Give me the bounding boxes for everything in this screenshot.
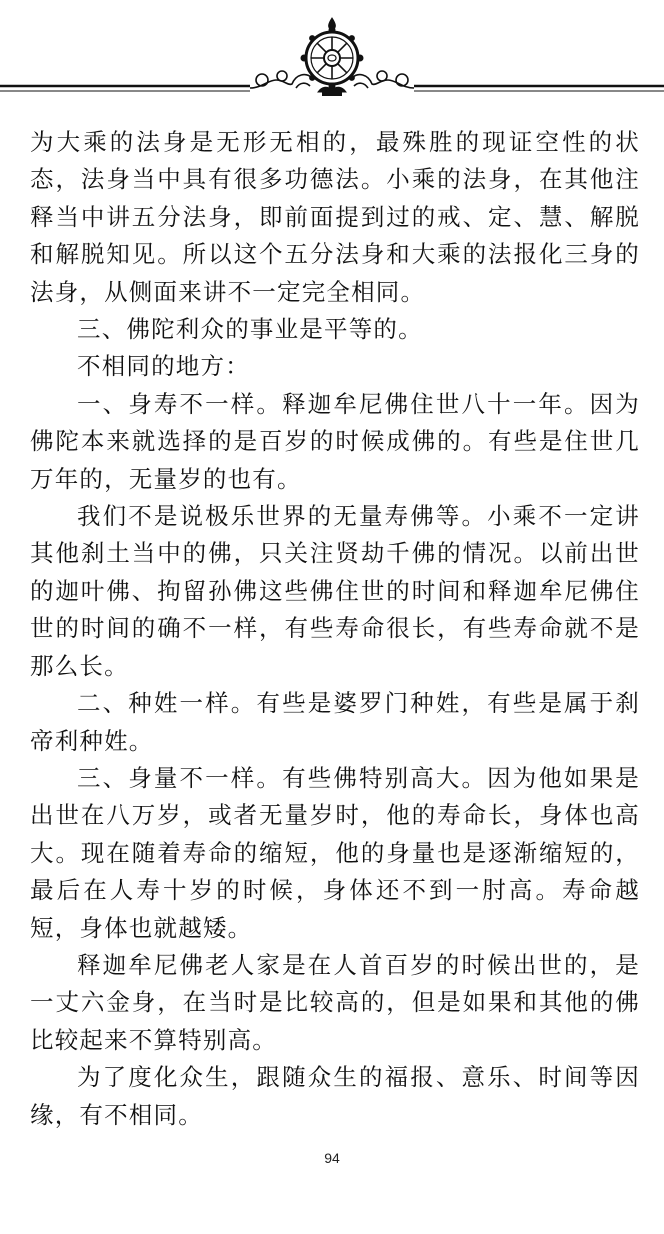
paragraph: 不相同的地方： (77, 352, 250, 381)
header-ornament (0, 0, 664, 110)
paragraph: 释迦牟尼佛老人家是在人首百岁的时候出世的，是一丈六金身，在当时是比较高的，但是如果和其他的佛比较起来不算特别高。 (30, 950, 640, 1054)
cloud-scroll-icon (250, 71, 312, 88)
paragraph: 我们不是说极乐世界的无量寿佛等。小乘不一定讲其他刹土当中的佛，只关注贤劫千佛的情况。以前出世的迦叶佛、拘留孙佛这些佛住世的时间和释迦牟尼佛住世的时间的确不一样，有些寿命很长，有些寿命就不是那么长。 (30, 502, 640, 680)
paragraph: 为大乘的法身是无形无相的，最殊胜的现证空性的状态，法身当中具有很多功德法。小乘的法身，在其他注释当中讲五分法身，即前面提到过的戒、定、慧、解脱和解脱知见。所以这个五分法身和大乘的法报化三身的法身，从侧面来讲不一定完全相同。 (30, 128, 640, 306)
cloud-scroll-icon (352, 71, 414, 88)
header-rule-left (0, 86, 250, 91)
header-rule-right (414, 86, 664, 91)
dharma-wheel-icon (301, 18, 363, 96)
paragraph: 一、身寿不一样。释迦牟尼佛住世八十一年。因为佛陀本来就选择的是百岁的时候成佛的。有些是住世几万年的，无量岁的也有。 (30, 389, 640, 493)
page-number: 94 (324, 1150, 340, 1166)
page-body (30, 124, 640, 1134)
paragraph: 为了度化众生，跟随众生的福报、意乐、时间等因缘，有不相同。 (30, 1063, 640, 1129)
paragraph: 二、种姓一样。有些是婆罗门种姓，有些是属于刹帝利种姓。 (30, 689, 640, 755)
paragraph: 三、身量不一样。有些佛特别高大。因为他如果是出世在八万岁，或者无量岁时，他的寿命长，身体也高大。现在随着寿命的缩短，他的身量也是逐渐缩短的，最后在人寿十岁的时候，身体还不到一肘高。寿命越短，身体也就越矮。 (30, 763, 640, 942)
paragraph: 三、佛陀利众的事业是平等的。 (77, 315, 423, 344)
page-header (0, 0, 664, 110)
